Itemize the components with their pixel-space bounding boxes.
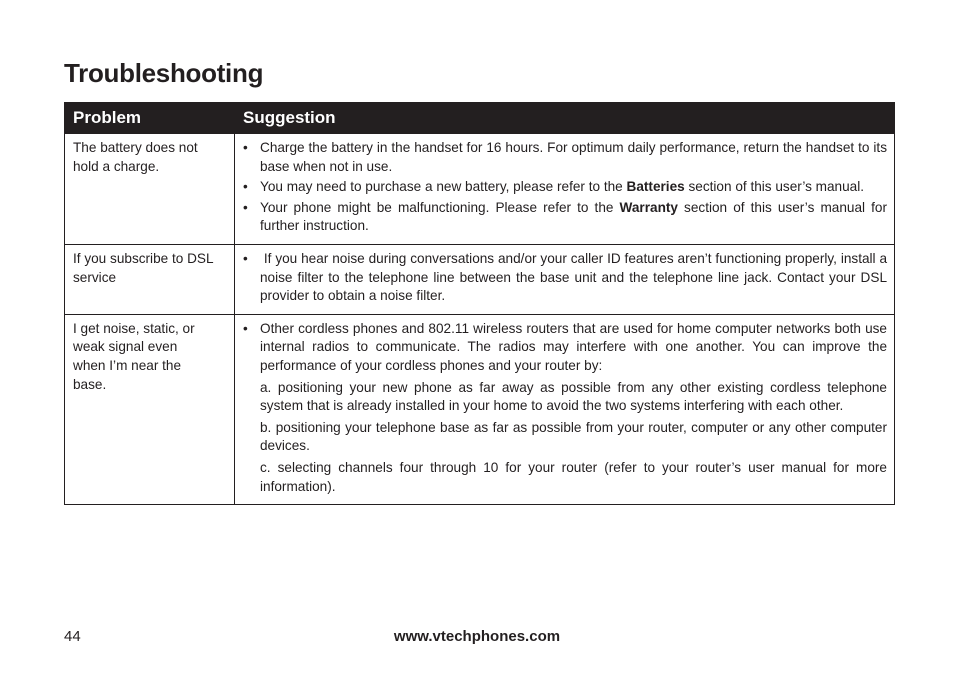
bullet-icon: • bbox=[243, 179, 248, 195]
page-number: 44 bbox=[64, 628, 81, 645]
table-row bbox=[65, 134, 895, 245]
list-item: • Other cordless phones and 802.11 wireless routers that are used for home computer networks both use internal radios to communicate. The radios may interfere with one another. You can improve the performance of your cordless phones and your router by: a. positioning your new phone as far away as possible from any other existing cordless telephone system that is already installed in your home to avoid the two systems interfering with each other. b. positioning your telephone base as far as possible from your router, computer or any other computer devices. c. selecting channels four through 10 for your router (refer to your router’s user manual for more information). bbox=[243, 320, 887, 496]
suggestion-list bbox=[243, 250, 891, 306]
problem-text: The battery does not hold a charge. bbox=[73, 140, 198, 174]
problem-cell bbox=[65, 134, 235, 245]
suggestion-cell bbox=[235, 314, 895, 504]
troubleshooting-table bbox=[64, 102, 895, 505]
bullet-icon: • bbox=[243, 140, 248, 155]
website-url: www.vtechphones.com bbox=[393, 628, 561, 645]
list-item: • You may need to purchase a new battery, please refer to the Batteries section of this user’s manual. bbox=[243, 178, 887, 197]
batteries-reference: Batteries bbox=[626, 179, 685, 195]
suggestion-list bbox=[243, 139, 887, 236]
bullet-icon: • bbox=[243, 250, 248, 266]
sub-item-c: c. selecting channels four through 10 for your router (refer to your router’s user manual for more information). bbox=[260, 459, 887, 494]
suggestion-list bbox=[243, 320, 887, 496]
list-item: • Charge the battery in the handset for 16 hours. For optimum daily performance, return the handset to its base when not in use. bbox=[243, 140, 887, 174]
problem-text: If you subscribe to DSL service bbox=[73, 250, 214, 285]
table-row bbox=[65, 314, 895, 504]
problem-cell bbox=[65, 314, 235, 504]
warranty-reference: Warranty bbox=[619, 199, 678, 215]
table-row bbox=[65, 244, 895, 314]
suggestion-cell bbox=[235, 134, 895, 245]
bullet-icon: • bbox=[243, 199, 248, 215]
list-item: • If you hear noise during conversations and/or your caller ID features aren’t functioning properly, install a noise filter to the telephone line between the base unit and the telephone line jack. Contact your DSL provider to obtain a noise filter. bbox=[243, 250, 891, 304]
table-header-row bbox=[65, 103, 895, 134]
header-problem: Problem bbox=[65, 103, 235, 134]
problem-cell bbox=[65, 244, 235, 314]
problem-text: I get noise, static, or weak signal even when I’m near the base. bbox=[73, 320, 195, 392]
header-suggestion: Suggestion bbox=[235, 103, 895, 134]
sub-item-b: b. positioning your telephone base as far as possible from your router, computer or any other computer devices. bbox=[260, 419, 887, 454]
page-title: Troubleshooting bbox=[64, 58, 264, 88]
list-item: • Your phone might be malfunctioning. Please refer to the Warranty section of this user’s manual for further instruction. bbox=[243, 199, 887, 234]
sub-item-a: a. positioning your new phone as far away as possible from any other existing cordless telephone system that is already installed in your home to avoid the two systems interfering with each other. bbox=[260, 379, 887, 414]
suggestion-cell bbox=[235, 244, 895, 314]
bullet-icon: • bbox=[243, 320, 248, 336]
